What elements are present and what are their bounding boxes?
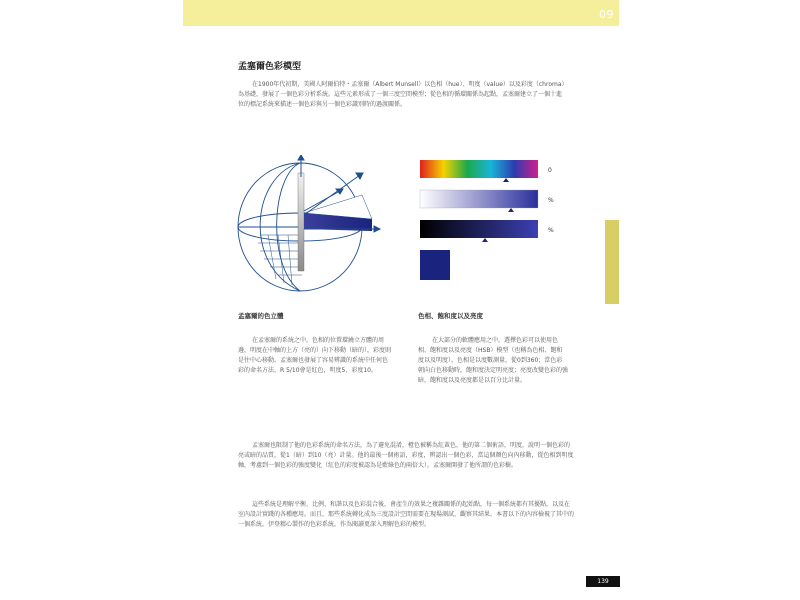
brightness-unit-label: %	[548, 227, 554, 234]
intro-paragraph: 在1900年代初期，美國人阿爾伯特・孟塞爾（Albert Munsell）以色相（hue）、明度（value）以及彩度（chroma）為基礎，發展了一個色彩分析系統。這些元素形成了一個三度空間模型；從色相的循環關係為起點，孟塞爾建立了一個十進位的標記系統來描述一個色彩與另一個色彩識別時的過渡關係。	[238, 81, 565, 108]
hue-bar	[420, 160, 538, 178]
chapter-tab	[605, 220, 619, 304]
brightness-bar	[420, 220, 538, 238]
chapter-number: 09	[599, 8, 614, 21]
munsell-sphere-diagram	[232, 155, 382, 300]
section2-heading: 色相、飽和度以及亮度	[418, 312, 483, 320]
section1-heading: 孟塞爾的色立體	[238, 312, 284, 320]
section1-body: 在孟塞爾的系統之中，色相的位置環繞立方體的周邊，明度在中軸的上方（亮的）向下移動（暗的），彩度則是往中心移動。孟塞爾也發展了容易辨識的系統中任何色彩的命名方法。R 5/10會是紅色，明度5，彩度10。	[238, 337, 392, 374]
result-swatch	[420, 250, 450, 280]
brightness-marker	[482, 238, 488, 242]
saturation-unit-label: %	[548, 197, 554, 204]
header-band	[183, 0, 619, 26]
page-title: 孟塞爾色彩模型	[238, 62, 302, 72]
value-axis	[298, 173, 304, 271]
page-number-badge: 139	[586, 576, 620, 587]
paragraph-4: 這些系統是理解平衡、比例、和諧以及色彩混合後，會產生的效果之複雜關係的起始點，每一個系統都有其優點，以及在室內設計實踐的各種應用。而且，那些系統轉化成為三度設計空間需要在現場測試，觀察其結果。本書以下的內容檢視了其中的一個系統，伊登精心製作的色彩系統，作為閱讀更深入理解色彩的模型。	[238, 501, 575, 528]
hsb-bars	[418, 158, 568, 283]
hue-unit-label: 0	[548, 167, 552, 174]
saturation-bar	[420, 190, 538, 208]
paragraph-3: 孟塞爾也限制了他的色彩系統的命名方法，為了避免混淆，橙色被稱為紅黃色，他的第二個術語，明度，說明一個色彩的亮或暗的品質，從1（暗）到10（亮）計量。他的最後一個術語，彩度，辨認出一個色彩，當這個顏色向內移動，從色相到明度軸，考慮到一個色彩的強度變化（紅色的彩度被認為是藍綠色的兩倍大）。孟塞爾開發了他所謂的色彩樹。	[238, 442, 574, 469]
section2-body: 在大部分的軟體應用之中，選擇色彩可以使用色相、飽和度以及亮度（HSB）模型（也稱為色相、飽和度以及明度）。色相是以度數測量，從0到360；當色彩朝向白色移動時，飽和度決定明亮度；亮度改變色彩的強暗，飽和度以及亮度都是以百分比計量。	[418, 337, 569, 384]
saturation-marker	[508, 208, 514, 212]
hue-marker	[503, 178, 509, 182]
